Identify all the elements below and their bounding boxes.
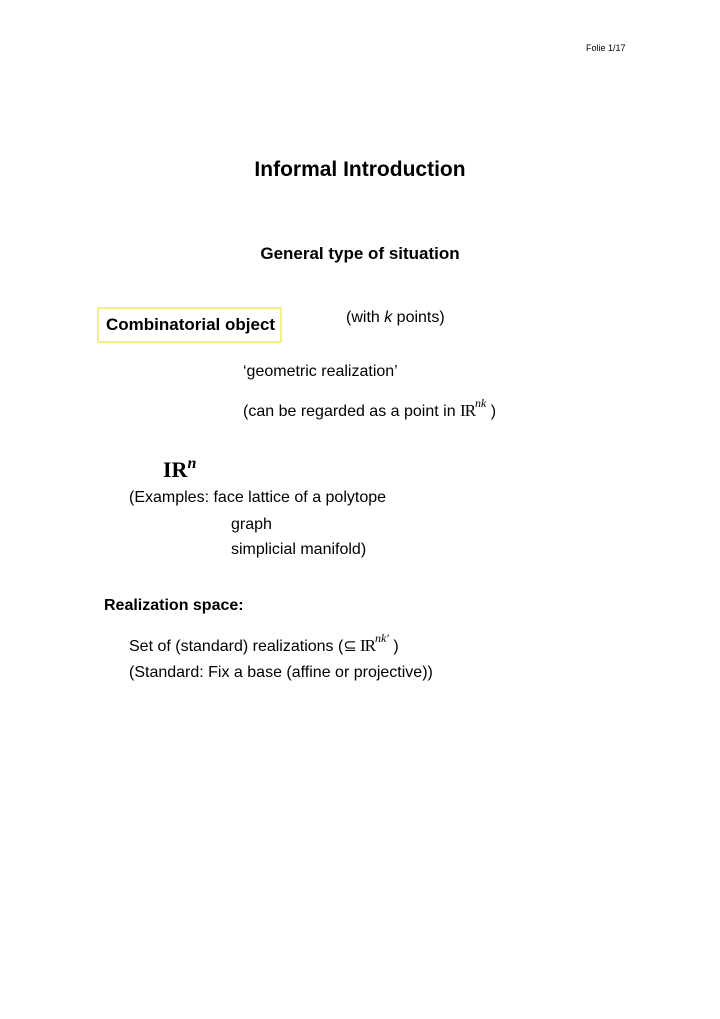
regarded-as-point-note: (can be regarded as a point in $IR^{nk}$ ) [243,396,497,420]
real-space-symbol: IR [356,636,375,655]
combinatorial-object-box [97,307,282,343]
variable-k: k [384,309,393,326]
slide-title: Informal Introduction [254,158,466,181]
subset-symbol: ⊆ [343,638,357,655]
with-k-points-note: (with k points) [346,309,445,326]
set-of-realizations-line: Set of (standard) realizations (⊆ $IR^{nk'}$ ) [129,631,399,655]
real-space-symbol: IR [460,401,476,420]
exponent-nk-prime: nk′ [374,631,389,645]
exponent-nk: nk [475,396,487,410]
exponent-n: n [187,455,197,472]
realization-space-heading: Realization space: [104,597,244,614]
real-space-rn [163,455,196,483]
combinatorial-object-label: Combinatorial object [106,315,276,334]
slide-number: Folie 1/17 [586,43,626,53]
slide-subtitle: General type of situation [260,244,460,263]
standard-base-line: (Standard: Fix a base (affine or projective)) [129,664,433,681]
examples-line-1: (Examples: face lattice of a polytope [129,489,387,506]
examples-line-3: simplicial manifold) [231,541,367,558]
geometric-realization-label: ‘geometric realization’ [243,363,398,380]
examples-line-2: graph [231,516,272,533]
real-space-symbol: IR [163,457,188,482]
